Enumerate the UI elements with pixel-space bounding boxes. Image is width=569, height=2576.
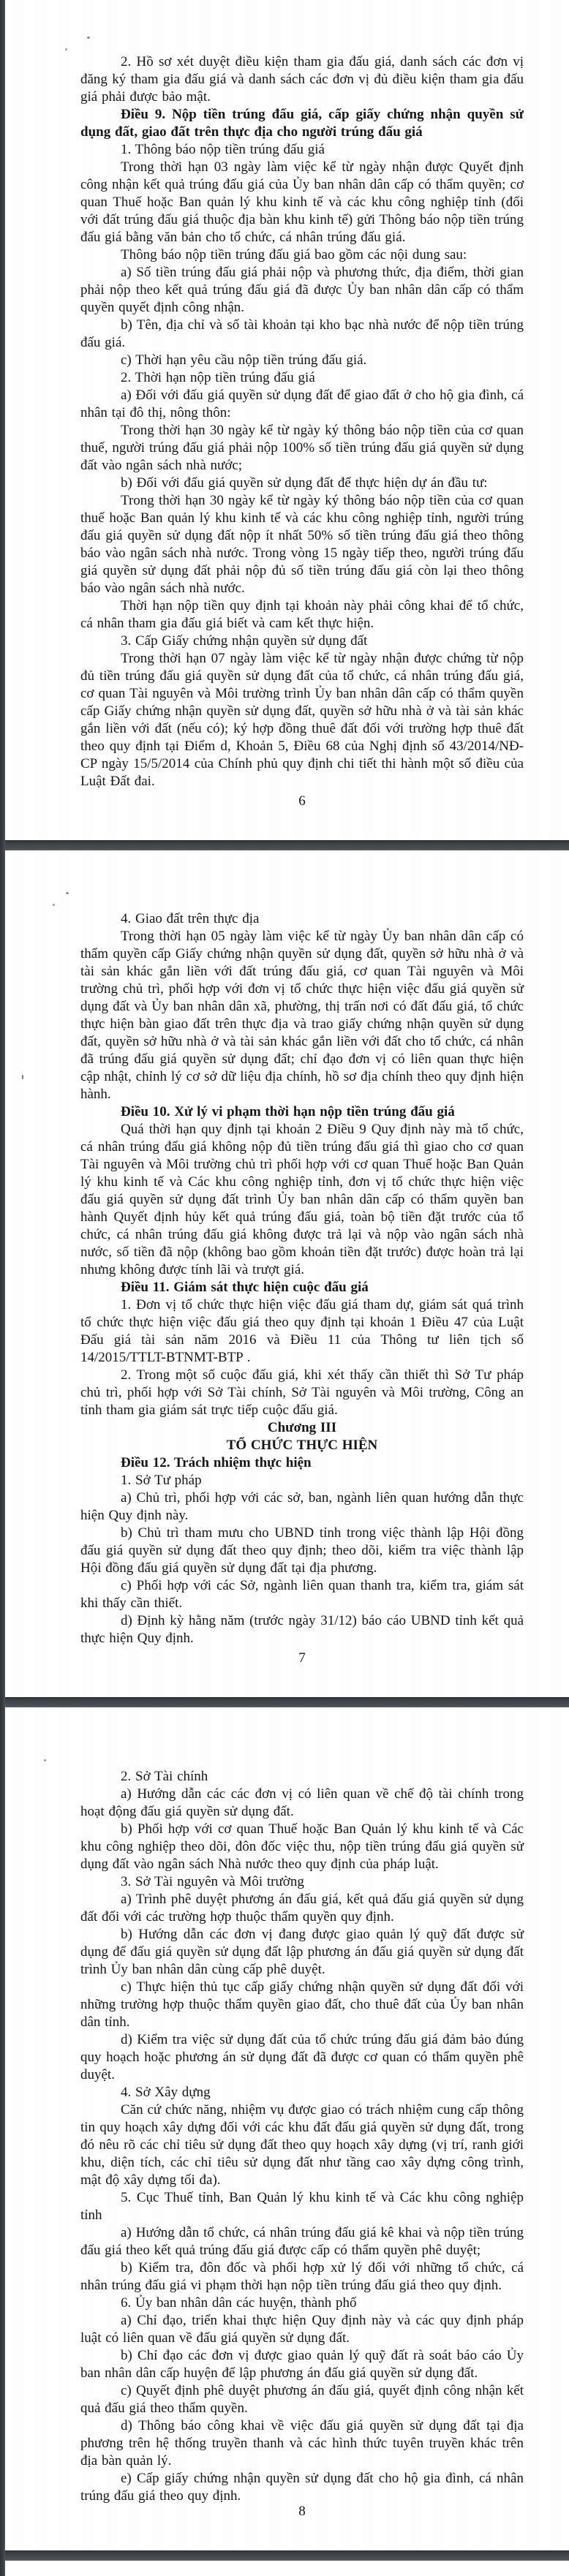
page-text bbox=[0, 1707, 569, 2505]
scan-speck bbox=[53, 904, 55, 906]
paragraph: d) Định kỳ hằng năm (trước ngày 31/12) báo cáo UBND tỉnh kết quả thực hiện Quy định. bbox=[80, 1613, 524, 1646]
paragraph: a) Hướng dẫn các các đơn vị có liên quan về chế độ tài chính trong hoạt động đấu giá quyền sử dụng đất. bbox=[80, 1786, 524, 1819]
paragraph: 2. Trong một số cuộc đấu giá, khi xét thấy cần thiết thì Sở Tư pháp chủ trì, phối hợp với Sở Tài chính, Sở Tài nguyên và Môi trường, Công an tỉnh tham gia giám sát trực tiếp cuộc đấu giá. bbox=[80, 1367, 524, 1418]
paragraph: Quá thời hạn quy định tại khoản 2 Điều 9 Quy định này mà tổ chức, cá nhân trúng đấu giá không nộp đủ tiền trúng đấu giá thì giao cho cơ quan Tài nguyên và Môi trường chủ trì phối hợp với cơ quan Thuế hoặc Ban Quản lý khu kinh tế và Các khu công nghiệp tỉnh, đơn vị tổ chức thực hiện việc đấu giá quyền sử dụng đất trình Ủy ban nhân dân cấp có thẩm quyền ban hành Quyết định hủy kết quả trúng đấu giá, toàn bộ tiền đặt trước của tổ chức, cá nhân trúng đấu giá không được trả lại và nộp vào ngân sách nhà nước, số tiền đã nộp (không bao gồm khoản tiền đặt trước) được hoàn trả lại nhưng không được tính lãi và trượt giá. bbox=[80, 1122, 524, 1277]
paragraph: Trong thời hạn 30 ngày kể từ ngày ký thông báo nộp tiền của cơ quan thuế hoặc Ban quản lý khu kinh tế và các khu công nghiệp tỉnh, người trúng đấu giá quyền sử dụng đất nộp ít nhất 50% số tiền trúng đấu giá theo thông báo vào ngân sách nhà nước. Trong vòng 15 ngày tiếp theo, người trúng đấu giá quyền sử dụng đất phải nộp đủ số tiền trúng đấu giá còn lại theo thông báo vào ngân sách nhà nước. bbox=[80, 493, 524, 596]
paragraph: 4. Giao đất trên thực địa bbox=[121, 911, 260, 926]
paragraph: 3. Cấp Giấy chứng nhận quyền sử dụng đất bbox=[121, 633, 368, 649]
paragraph: 2. Thời hạn nộp tiền trúng đấu giá bbox=[121, 370, 315, 385]
paragraph: a) Trình phê duyệt phương án đấu giá, kết quả đấu giá quyền sử dụng đất đối với các trường hợp thuộc thẩm quyền quy định. bbox=[80, 1892, 524, 1925]
paragraph: 5. Cục Thuế tỉnh, Ban Quản lý khu kinh tế và Các khu công nghiệp tỉnh bbox=[80, 2190, 524, 2223]
paragraph: 1. Sở Tư pháp bbox=[121, 1473, 202, 1488]
paragraph: b) Chỉ đạo các đơn vị được giao quản lý quỹ đất rà soát báo cáo Ủy ban nhân dân cấp huyện để lập phương án đấu giá quyền sử dụng đất. bbox=[80, 2348, 524, 2381]
paragraph: c) Thời hạn yêu cầu nộp tiền trúng đấu giá. bbox=[121, 352, 367, 368]
paragraph: b) Hướng dẫn các đơn vị đang được giao quản lý quỹ đất được sử dụng để đấu giá quyền sử dụng đất lập phương án đấu giá quyền sử dụng đất trình Ủy ban nhân dân cùng cấp phê duyệt. bbox=[80, 1927, 524, 1977]
bottom-margin bbox=[0, 2561, 569, 2576]
paragraph: a) Chỉ đạo, triển khai thực hiện Quy định này và các quy định pháp luật có liên quan về đấu giá quyền sử dụng đất. bbox=[80, 2313, 524, 2346]
paragraph: 4. Sở Xây dựng bbox=[121, 2085, 211, 2100]
paragraph: b) Chủ trì tham mưu cho UBND tỉnh trong việc thành lập Hội đồng đấu giá quyền sử dụng đất theo quy định; theo dõi, kiểm tra việc thành lập Hội đồng đấu giá quyền sử dụng đất tại địa phương. bbox=[80, 1525, 524, 1576]
paragraph: Trong thời hạn 03 ngày làm việc kể từ ngày nhận được Quyết định công nhận kết quả trúng đấu giá của Ủy ban nhân dân cấp có thẩm quyền; cơ quan Thuế hoặc Ban quản lý khu kinh tế và các khu công nghiệp tỉnh (đối với đất trúng đấu giá thuộc địa bàn khu kinh tế) gửi Thông báo nộp tiền trúng đấu giá bằng văn bản cho tổ chức, cá nhân trúng đấu giá. bbox=[80, 159, 524, 245]
paragraph: a) Số tiền trúng đấu giá phải nộp và phương thức, địa điểm, thời gian phải nộp theo kết quả trúng đấu giá đã được Ủy ban nhân dân cấp có thẩm quyền quyết định công nhận. bbox=[80, 265, 524, 315]
paragraph: c) Quyết định phê duyệt phương án đấu giá, quyết định công nhận kết quả đấu giá theo thẩm quyền. bbox=[80, 2383, 524, 2416]
paragraph: c) Thực hiện thủ tục cấp giấy chứng nhận quyền sử dụng đất đối với những trường hợp thuộc thẩm quyền giao đất, cho thuê đất của Ủy ban nhân dân tỉnh. bbox=[80, 1979, 524, 2030]
page-text bbox=[0, 850, 569, 1647]
paragraph: 2. Hồ sơ xét duyệt điều kiện tham gia đấu giá, danh sách các đơn vị đăng ký tham gia đấu giá và danh sách các đơn vị đủ điều kiện tham gia đấu giá phải được bảo mật. bbox=[80, 54, 524, 105]
paragraph: 6. Ủy ban nhân dân các huyện, thành phố bbox=[121, 2295, 357, 2311]
paragraph: Thời hạn nộp tiền quy định tại khoản này phải công khai để tổ chức, cá nhân tham gia đấu giá biết và cam kết thực hiện. bbox=[80, 598, 524, 631]
paragraph: Căn cứ chức năng, nhiệm vụ được giao có trách nhiệm cung cấp thông tin quy hoạch xây dựng đối với các khu đất đấu giá quyền sử dụng đất, trong đó nêu rõ các chỉ tiêu sử dụng đất theo quy hoạch xây dựng (vị trí, ranh giới khu, diện tích, các chỉ tiêu sử dụng đất như tầng cao xây dựng công trình, mật độ xây dựng tối đa). bbox=[80, 2102, 524, 2188]
paragraph: 2. Sở Tài chính bbox=[121, 1769, 208, 1784]
paragraph: b) Tên, địa chỉ và số tài khoản tại kho bạc nhà nước để nộp tiền trúng đấu giá. bbox=[80, 317, 524, 350]
paragraph: b) Phối hợp với cơ quan Thuế hoặc Ban Quản lý khu kinh tế và Các khu công nghiệp theo dõi, đôn đốc việc thu, nộp tiền trúng đấu giá quyền sử dụng đất vào ngân sách Nhà nước theo quy định của pháp luật. bbox=[80, 1821, 524, 1872]
paragraph: a) Chủ trì, phối hợp với các sở, ban, ngành liên quan hướng dẫn thực hiện Quy định này. bbox=[80, 1490, 524, 1523]
chapter-heading: TỔ CHỨC THỰC HIỆN bbox=[226, 1438, 378, 1453]
paragraph: d) Thông báo công khai về việc đấu giá quyền sử dụng đất tại địa phương trên hệ thống truyền thanh và các hình thức tuyên truyền khác trên địa bàn quản lý. bbox=[80, 2418, 524, 2469]
page-text bbox=[0, 0, 569, 790]
paragraph: e) Cấp giấy chứng nhận quyền sử dụng đất cho hộ gia đình, cá nhân trúng đấu giá theo quy định. bbox=[80, 2471, 524, 2504]
paragraph: b) Kiểm tra, đôn đốc và phối hợp xử lý đối với những tổ chức, cá nhân trúng đấu giá vi phạm thời hạn nộp tiền trúng đấu giá theo quy định. bbox=[80, 2260, 524, 2293]
document-page-6 bbox=[0, 0, 569, 840]
page-break-bar bbox=[0, 840, 569, 850]
scan-speck bbox=[66, 892, 69, 894]
paragraph: c) Phối hợp với các Sở, ngành liên quan thanh tra, kiểm tra, giám sát khi thấy cần thiết. bbox=[80, 1578, 524, 1611]
paragraph: b) Đối với đấu giá quyền sử dụng đất để thực hiện dự án đầu tư: bbox=[121, 475, 488, 491]
page-number: 7 bbox=[298, 1650, 306, 1666]
paragraph: 1. Đơn vị tổ chức thực hiện việc đấu giá tham dự, giám sát quá trình tổ chức thực hiện việc đấu giá theo quy định tại khoản 1 Điều 47 của Luật Đấu giá tài sản năm 2016 và Điều 11 của Thông tư liên tịch số 14/2015/TTLT-BTNMT-BTP . bbox=[80, 1297, 524, 1365]
article-heading: Điều 11. Giám sát thực hiện cuộc đấu giá bbox=[121, 1280, 369, 1295]
paragraph: 1. Thông báo nộp tiền trúng đấu giá bbox=[121, 142, 325, 157]
page-break-bar bbox=[0, 2550, 569, 2561]
page-number: 8 bbox=[298, 2504, 306, 2519]
paragraph: a) Hướng dẫn tổ chức, cá nhân trúng đấu giá kê khai và nộp tiền trúng đấu giá theo kết quả trúng đấu giá được cấp có thẩm quyền phê duyệt; bbox=[80, 2225, 524, 2258]
article-heading: Điều 12. Trách nhiệm thực hiện bbox=[121, 1455, 312, 1470]
page-break-bar bbox=[0, 1697, 569, 1707]
paragraph: Trong thời hạn 30 ngày kể từ ngày ký thông báo nộp tiền của cơ quan thuế, người trúng đấu giá phải nộp 100% số tiền trúng đấu giá quyền sử dụng đất vào ngân sách nhà nước; bbox=[80, 423, 524, 473]
article-heading: Điều 10. Xử lý vi phạm thời hạn nộp tiền trúng đấu giá bbox=[121, 1104, 455, 1119]
scan-speck bbox=[22, 1075, 23, 1079]
page-number: 6 bbox=[298, 793, 306, 809]
scanner-edge-shadow bbox=[0, 0, 5, 2576]
paragraph: Thông báo nộp tiền trúng đấu giá bao gồm các nội dung sau: bbox=[121, 247, 467, 262]
paragraph: Trong thời hạn 07 ngày làm việc kể từ ngày nhận được chứng từ nộp đủ tiền trúng đấu giá quyền sử dụng đất của tổ chức, cá nhân trúng đấu giá, cơ quan Tài nguyên và Môi trường trình Ủy ban nhân dân cấp có thẩm quyền cấp Giấy chứng nhận quyền sử dụng đất, quyền sở hữu nhà ở và tài sản khác gắn liền với đất (nếu có); ký hợp đồng thuê đất đối với trường hợp thuê đất theo quy định tại Điểm d, Khoản 5, Điều 68 của Nghị định số 43/2014/NĐ-CP ngày 15/5/2014 của Chính phủ quy định chi tiết thi hành một số điều của Luật Đất đai. bbox=[80, 651, 524, 789]
scan-speck bbox=[65, 48, 67, 50]
scan-speck bbox=[44, 1759, 46, 1761]
article-heading: Điều 9. Nộp tiền trúng đấu giá, cấp giấy chứng nhận quyền sử dụng đất, giao đất trên thực địa cho người trúng đấu giá bbox=[80, 107, 524, 140]
chapter-heading: Chương III bbox=[267, 1420, 337, 1435]
document-page-7 bbox=[0, 850, 569, 1697]
paragraph: d) Kiểm tra việc sử dụng đất của tổ chức trúng đấu giá đảm bảo đúng quy hoạch hoặc phương án sử dụng đất đã được cơ quan có thẩm quyền phê duyệt. bbox=[80, 2032, 524, 2082]
scan-speck bbox=[87, 37, 90, 39]
paragraph: 3. Sở Tài nguyên và Môi trường bbox=[121, 1874, 304, 1889]
document-page-8 bbox=[0, 1707, 569, 2550]
paragraph: Trong thời hạn 05 ngày làm việc kể từ ngày Ủy ban nhân dân cấp có thẩm quyền cấp Giấy chứng nhận quyền sử dụng đất, quyền sở hữu nhà ở và tài sản khác gắn liền với đất trúng đấu giá, cơ quan Tài nguyên và Môi trường chủ trì, phối hợp với đơn vị tổ chức thực hiện việc đấu giá quyền sử dụng đất và Ủy ban nhân dân xã, phường, thị trấn nơi có đất đấu giá, tổ chức thực hiện bàn giao đất trên thực địa và trao giấy chứng nhận quyền sử dụng đất, quyền sở hữu nhà ở và tài sản khác gắn liền với đất cho tổ chức, cá nhân đã trúng đấu giá quyền sử dụng đất; chỉ đạo đơn vị có liên quan thực hiện cập nhật, chỉnh lý cơ sở dữ liệu địa chính, hồ sơ địa chính theo quy định hiện hành. bbox=[80, 929, 524, 1102]
paragraph: a) Đối với đấu giá quyền sử dụng đất để giao đất ở cho hộ gia đình, cá nhân tại đô thị, nông thôn: bbox=[80, 388, 524, 420]
